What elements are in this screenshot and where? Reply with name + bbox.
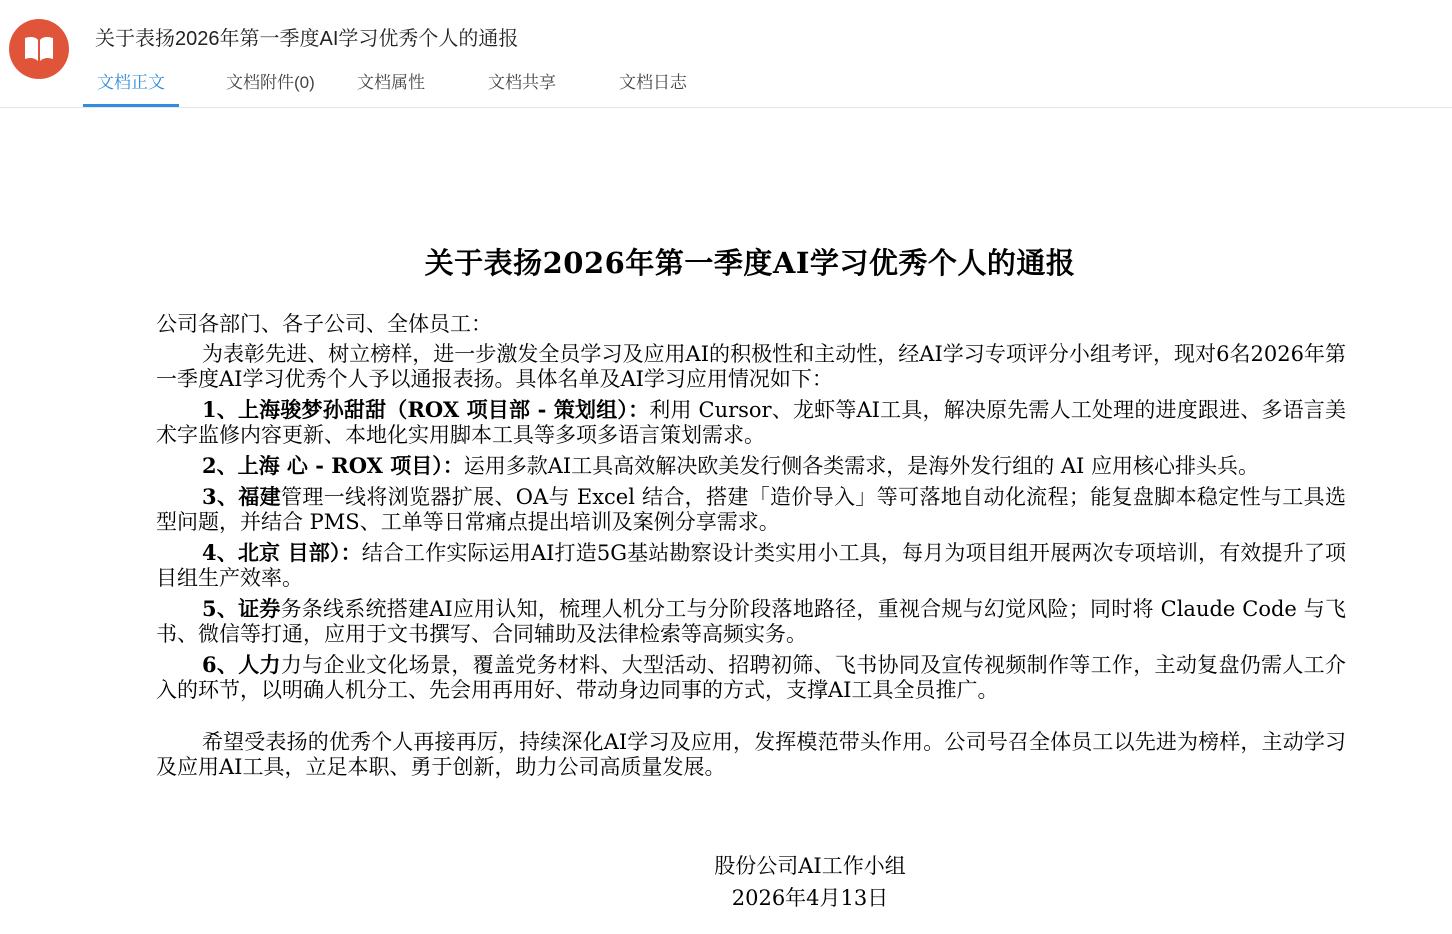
document-content xyxy=(0,108,1452,934)
notice-body xyxy=(156,312,1346,780)
list-item xyxy=(156,397,1346,448)
item-text: 管理一线将浏览器扩展、OA与 Excel 结合，搭建「造价导入」等可落地自动化流程；能复盘脚本稳定性与工具选型问题，并结合 PMS、工单等日常痛点提出培训及案例分享需求。 xyxy=(156,485,1346,534)
list-item xyxy=(156,652,1346,703)
intro-paragraph: 为表彰先进、树立榜样，进一步激发全员学习及应用AI的积极性和主动性，经AI学习专项评分小组考评，现对6名2026年第一季度AI学习优秀个人予以通报表扬。具体名单及AI学习应用情况如下： xyxy=(156,342,1346,391)
item-text: 结合工作实际运用AI打造5G基站勘察设计类实用小工具，每月为项目组开展两次专项培训，有效提升了项目组生产效率。 xyxy=(156,541,1346,590)
tab-properties[interactable]: 文档属性 xyxy=(357,73,425,92)
list-item xyxy=(156,596,1346,647)
tab-attachments[interactable]: 文档附件(0) xyxy=(226,73,315,92)
item-text: 务条线系统搭建AI应用认知，梳理人机分工与分阶段落地路径，重视合规与幻觉风险；同时将 Claude Code 与飞书、微信等打通，应用于文书撰写、合同辅助及法律检索等高频实务。 xyxy=(156,597,1346,646)
document-tabs xyxy=(83,62,689,108)
item-lead: 3、福建 xyxy=(202,484,281,509)
item-text: 运用多款AI工具高效解决欧美发行侧各类需求，是海外发行组的 AI 应用核心排头兵。 xyxy=(463,454,1260,478)
item-text: 利用 Cursor、龙虾等AI工具，解决原先需人工处理的进度跟进、多语言美术字监修内容更新、本地化实用脚本工具等多项多语言策划需求。 xyxy=(156,398,1346,447)
notice-heading: 关于表扬2026年第一季度AI学习优秀个人的通报 xyxy=(424,246,1076,280)
list-item xyxy=(156,540,1346,591)
signature: 股份公司AI工作小组 xyxy=(714,854,906,878)
item-lead: 2、上海 心 - ROX 项目）： xyxy=(202,453,464,478)
tab-sharing[interactable]: 文档共享 xyxy=(488,73,556,92)
list-item xyxy=(156,484,1346,535)
item-lead: 1、上海骏梦孙甜甜（ROX 项目部 - 策划组）： xyxy=(202,397,650,422)
item-lead: 4、北京 目部）： xyxy=(202,540,362,565)
item-lead: 6、人力 xyxy=(202,652,281,677)
list-item xyxy=(156,453,1346,479)
tab-logs[interactable]: 文档日志 xyxy=(619,73,687,92)
document-title: 关于表扬2026年第一季度AI学习优秀个人的通报 xyxy=(95,28,519,50)
closing-paragraph: 希望受表扬的优秀个人再接再厉，持续深化AI学习及应用，发挥模范带头作用。公司号召全体员工以先进为榜样，主动学习及应用AI工具，立足本职、勇于创新，助力公司高质量发展。 xyxy=(156,730,1346,779)
item-text: 力与企业文化场景，覆盖党务材料、大型活动、招聘初筛、飞书协同及宣传视频制作等工作，主动复盘仍需人工介入的环节，以明确人机分工、先会用再用好、带动身边同事的方式，支撑AI工具全员推广。 xyxy=(156,653,1346,702)
signature-block xyxy=(640,850,980,914)
item-lead: 5、证券 xyxy=(202,596,281,621)
book-icon xyxy=(9,19,69,79)
tab-document-body[interactable]: 文档正文 xyxy=(83,62,179,106)
document-header xyxy=(0,0,1452,108)
issue-date: 2026年4月13日 xyxy=(731,886,889,910)
salutation: 公司各部门、各子公司、全体员工： xyxy=(156,312,492,336)
